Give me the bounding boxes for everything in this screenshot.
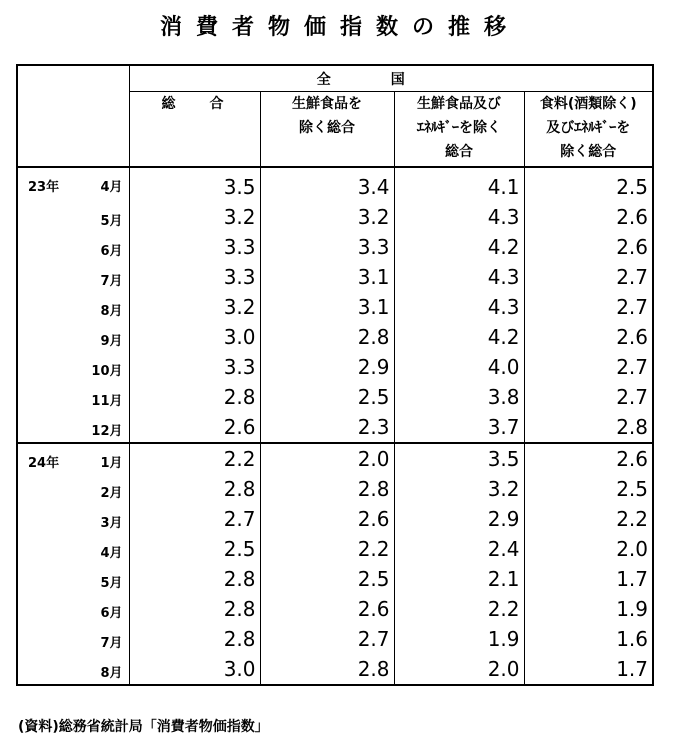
value-cell: 4.2 (394, 322, 524, 352)
corner-cell (17, 65, 129, 92)
value-cell: 3.0 (129, 654, 260, 685)
table-row (17, 292, 653, 322)
table-row (17, 654, 653, 685)
value-cell: 3.2 (129, 292, 260, 322)
row-label (17, 474, 129, 504)
row-label (17, 352, 129, 382)
row-label (17, 382, 129, 412)
table-row (17, 504, 653, 534)
value-cell: 2.8 (129, 474, 260, 504)
value-cell: 3.8 (394, 382, 524, 412)
region-header: 全国 (129, 65, 653, 92)
value-cell: 2.6 (129, 412, 260, 443)
table-row (17, 352, 653, 382)
row-month: 5月 (100, 214, 123, 229)
value-cell: 2.9 (260, 352, 394, 382)
value-cell: 1.9 (524, 594, 653, 624)
value-cell: 2.8 (260, 322, 394, 352)
value-cell: 2.5 (129, 534, 260, 564)
value-cell: 2.7 (524, 382, 653, 412)
row-label (17, 504, 129, 534)
value-cell: 2.0 (260, 443, 394, 474)
row-year: 24年 (28, 456, 60, 471)
value-cell: 1.7 (524, 564, 653, 594)
row-label (17, 232, 129, 262)
table-row (17, 202, 653, 232)
value-cell: 3.5 (129, 167, 260, 202)
table-row (17, 534, 653, 564)
table-row (17, 322, 653, 352)
column-header-line: 総合 (445, 144, 473, 160)
value-cell: 2.7 (524, 352, 653, 382)
row-month: 7月 (100, 636, 123, 651)
value-cell: 3.0 (129, 322, 260, 352)
value-cell: 2.9 (394, 504, 524, 534)
table-body (17, 167, 653, 685)
value-cell: 3.3 (129, 352, 260, 382)
value-cell: 2.5 (524, 474, 653, 504)
table-row (17, 382, 653, 412)
value-cell: 2.2 (260, 534, 394, 564)
row-month: 10月 (91, 364, 123, 379)
value-cell: 2.8 (260, 474, 394, 504)
table-row (17, 564, 653, 594)
value-cell: 3.1 (260, 262, 394, 292)
value-cell: 2.2 (394, 594, 524, 624)
value-cell: 4.3 (394, 202, 524, 232)
value-cell: 3.3 (260, 232, 394, 262)
row-label (17, 262, 129, 292)
row-month: 5月 (100, 576, 123, 591)
row-label (17, 534, 129, 564)
region-header-row (17, 65, 653, 92)
value-cell: 2.0 (394, 654, 524, 685)
column-header-line: 生鮮食品及び (417, 96, 501, 112)
value-cell: 3.1 (260, 292, 394, 322)
table-row (17, 594, 653, 624)
column-header-line: ｴﾈﾙｷﾞｰを除く (417, 120, 501, 136)
column-header-line: 総合 (161, 96, 258, 112)
value-cell: 2.7 (524, 292, 653, 322)
value-cell: 2.8 (129, 564, 260, 594)
column-header-row (17, 92, 653, 168)
value-cell: 4.3 (394, 262, 524, 292)
value-cell: 3.2 (129, 202, 260, 232)
value-cell: 2.2 (524, 504, 653, 534)
row-month: 2月 (100, 486, 123, 501)
table-row (17, 262, 653, 292)
value-cell: 3.3 (129, 232, 260, 262)
column-header-line: 除く総合 (560, 144, 617, 160)
row-month: 8月 (100, 666, 123, 681)
row-month: 6月 (100, 244, 123, 259)
value-cell: 2.0 (524, 534, 653, 564)
value-cell: 3.7 (394, 412, 524, 443)
value-cell: 4.2 (394, 232, 524, 262)
row-month: 11月 (91, 394, 123, 409)
corner-cell-lower (17, 92, 129, 168)
row-label (17, 202, 129, 232)
row-label (17, 292, 129, 322)
column-header-line: 及びｴﾈﾙｷﾞｰを (546, 120, 631, 136)
value-cell: 3.4 (260, 167, 394, 202)
table-row (17, 474, 653, 504)
table-row (17, 624, 653, 654)
value-cell: 2.8 (129, 382, 260, 412)
value-cell: 4.1 (394, 167, 524, 202)
row-label (17, 624, 129, 654)
value-cell: 1.9 (394, 624, 524, 654)
value-cell: 1.6 (524, 624, 653, 654)
value-cell: 2.5 (524, 167, 653, 202)
row-label (17, 564, 129, 594)
value-cell: 2.6 (260, 594, 394, 624)
value-cell: 2.8 (524, 412, 653, 443)
value-cell: 2.6 (524, 322, 653, 352)
value-cell: 3.2 (260, 202, 394, 232)
value-cell: 1.7 (524, 654, 653, 685)
row-label (17, 322, 129, 352)
value-cell: 2.4 (394, 534, 524, 564)
row-label (17, 594, 129, 624)
row-month: 4月 (100, 180, 123, 195)
row-label (17, 654, 129, 685)
cpi-table (16, 64, 654, 686)
value-cell: 2.8 (129, 624, 260, 654)
table-row (17, 443, 653, 474)
row-month: 8月 (100, 304, 123, 319)
row-year: 23年 (28, 180, 60, 195)
value-cell: 2.5 (260, 382, 394, 412)
row-month: 9月 (100, 334, 123, 349)
value-cell: 4.3 (394, 292, 524, 322)
source-note: (資料)総務省統計局「消費者物価指数」 (18, 719, 269, 735)
table-row (17, 167, 653, 202)
value-cell: 2.6 (524, 232, 653, 262)
row-month: 4月 (100, 546, 123, 561)
value-cell: 3.2 (394, 474, 524, 504)
value-cell: 3.5 (394, 443, 524, 474)
column-header-line: 食料(酒類除く) (539, 96, 637, 112)
row-label (17, 443, 129, 474)
row-month: 7月 (100, 274, 123, 289)
value-cell: 2.6 (524, 443, 653, 474)
row-month: 3月 (100, 516, 123, 531)
column-header-core (260, 92, 394, 168)
value-cell: 4.0 (394, 352, 524, 382)
table-row (17, 232, 653, 262)
value-cell: 2.6 (260, 504, 394, 534)
value-cell: 2.8 (129, 594, 260, 624)
value-cell: 2.6 (524, 202, 653, 232)
value-cell: 2.7 (260, 624, 394, 654)
row-month: 12月 (91, 424, 123, 439)
page-title: 消費者物価指数の推移 (159, 15, 520, 40)
column-header-line: 生鮮食品を (292, 96, 362, 112)
row-month: 6月 (100, 606, 123, 621)
value-cell: 2.5 (260, 564, 394, 594)
value-cell: 2.3 (260, 412, 394, 443)
table-row (17, 412, 653, 443)
column-header-sogo (129, 92, 260, 168)
row-label (17, 167, 129, 202)
column-header-core-core (394, 92, 524, 168)
value-cell: 2.2 (129, 443, 260, 474)
value-cell: 3.3 (129, 262, 260, 292)
column-header-line: 除く総合 (299, 120, 355, 136)
value-cell: 2.8 (260, 654, 394, 685)
value-cell: 2.1 (394, 564, 524, 594)
value-cell: 2.7 (129, 504, 260, 534)
column-header-food-energy (524, 92, 653, 168)
row-month: 1月 (100, 456, 123, 471)
value-cell: 2.7 (524, 262, 653, 292)
row-label (17, 412, 129, 443)
